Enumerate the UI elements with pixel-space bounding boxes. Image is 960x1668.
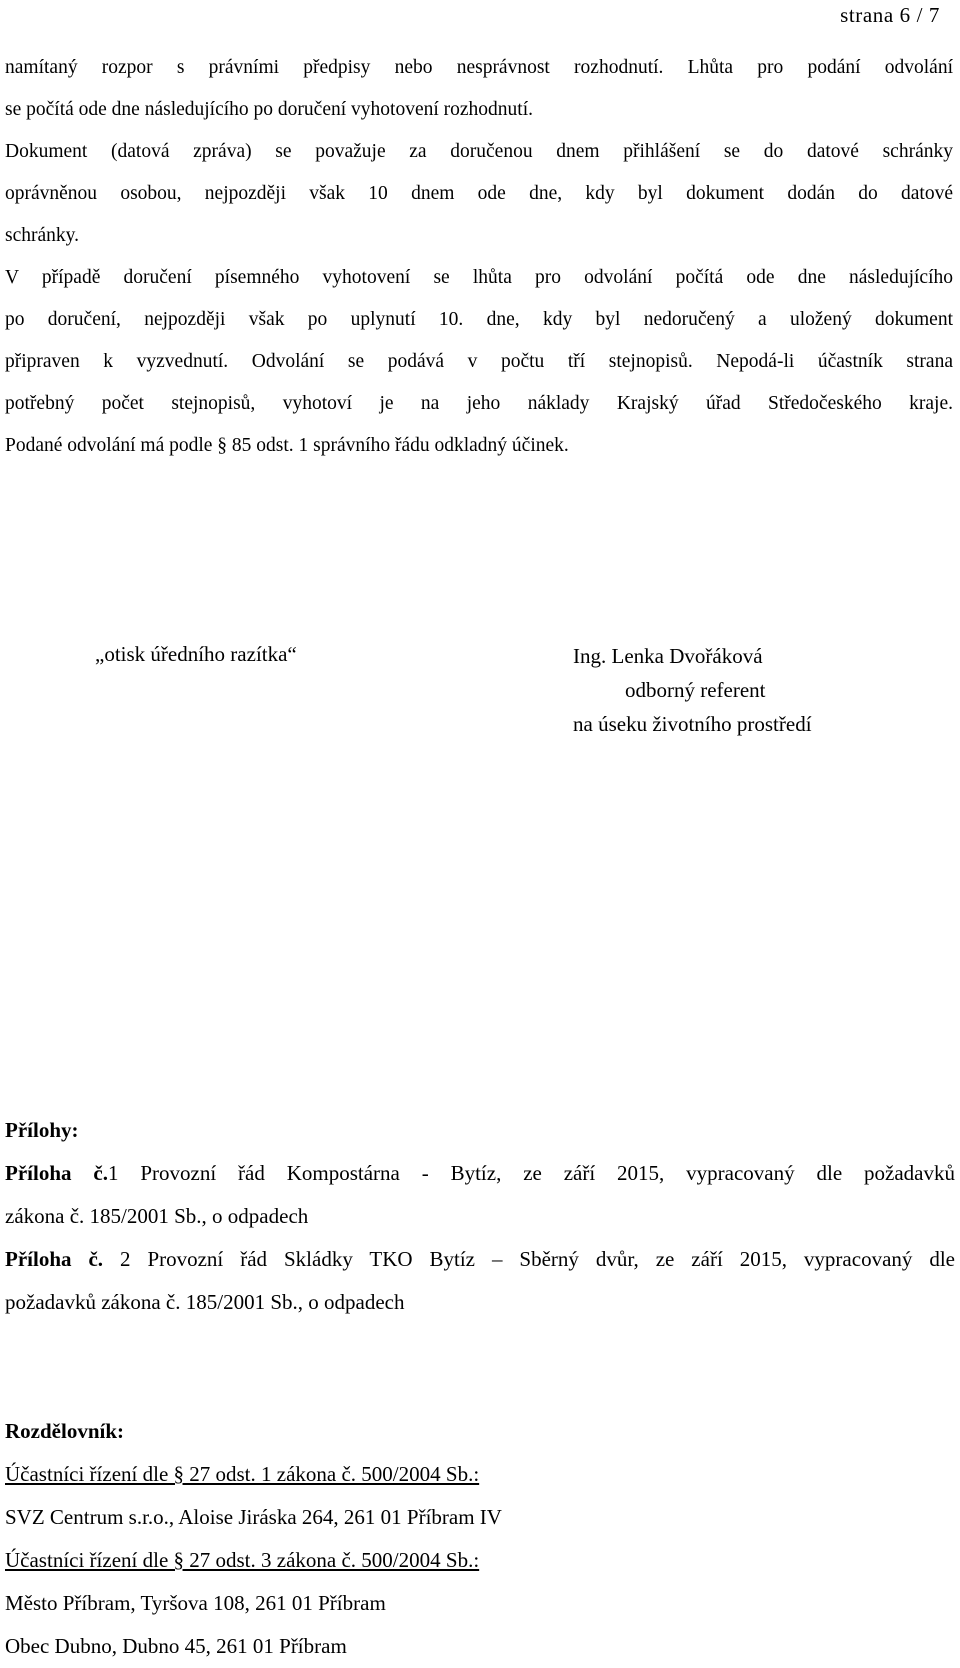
distribution-entry: Město Příbram, Tyršova 108, 261 01 Příbram: [5, 1591, 386, 1615]
page-number: strana 6 / 7: [840, 3, 940, 27]
distribution-heading: Rozdělovník:: [5, 1419, 125, 1443]
attachment-continuation: požadavků zákona č. 185/2001 Sb., o odpadech: [5, 1290, 405, 1314]
attachment-item: [5, 1238, 955, 1281]
appeal-instructions: [5, 47, 953, 467]
attachment-text: Provozní řád Skládky TKO Bytíz – Sběrný dvůr, ze září 2015, vypracovaný dle: [130, 1247, 955, 1271]
attachment-label: Příloha č.: [5, 1161, 108, 1185]
attachment-label: Příloha č.: [5, 1247, 104, 1271]
attachments-heading: Přílohy:: [5, 1118, 79, 1142]
signer-department: na úseku životního prostředí: [573, 712, 812, 736]
distribution-group-label: Účastníci řízení dle § 27 odst. 3 zákona č. 500/2004 Sb.:: [5, 1548, 480, 1572]
attachment-continuation: zákona č. 185/2001 Sb., o odpadech: [5, 1204, 309, 1228]
attachment-text: Provozní řád Kompostárna - Bytíz, ze září 2015, vypracovaný dle požadavků: [118, 1161, 955, 1185]
signer-info: [573, 639, 812, 741]
distribution-section: [5, 1410, 955, 1668]
stamp-placeholder: „otisk úředního razítka“: [95, 642, 297, 666]
body-line: po doručení, nejpozději však po uplynutí 10. dne, kdy byl nedoručený a uložený dokument: [5, 309, 953, 330]
distribution-group-label: Účastníci řízení dle § 27 odst. 1 zákona č. 500/2004 Sb.:: [5, 1462, 480, 1486]
body-line: V případě doručení písemného vyhotovení se lhůta pro odvolání počítá ode dne následujícího: [5, 267, 953, 288]
body-line: namítaný rozpor s právními předpisy nebo nesprávnost rozhodnutí. Lhůta pro podání odvolání: [5, 57, 953, 78]
signature-block: [0, 639, 960, 749]
body-line: Podané odvolání má podle § 85 odst. 1 správního řádu odkladný účinek.: [5, 435, 569, 456]
attachment-number: 2: [103, 1247, 131, 1271]
body-line: Dokument (datová zpráva) se považuje za doručenou dnem přihlášení se do datové schránky: [5, 141, 953, 162]
signer-name: Ing. Lenka Dvořáková: [573, 644, 763, 668]
attachment-item: [5, 1152, 955, 1195]
distribution-entry: SVZ Centrum s.r.o., Aloise Jiráska 264, 261 01 Příbram IV: [5, 1505, 502, 1529]
body-line: oprávněnou osobou, nejpozději však 10 dnem ode dne, kdy byl dokument dodán do datové: [5, 183, 953, 204]
body-line: schránky.: [5, 225, 80, 246]
attachments-section: [5, 1109, 955, 1324]
body-line: potřebný počet stejnopisů, vyhotoví je na jeho náklady Krajský úřad Středočeského kraje.: [5, 393, 953, 414]
body-line: se počítá ode dne následujícího po doručení vyhotovení rozhodnutí.: [5, 99, 533, 120]
signer-title: odborný referent: [625, 678, 766, 702]
distribution-entry: Obec Dubno, Dubno 45, 261 01 Příbram: [5, 1634, 347, 1658]
body-line: připraven k vyzvednutí. Odvolání se podává v počtu tří stejnopisů. Nepodá-li účastník strana: [5, 351, 953, 372]
attachment-number: 1: [107, 1161, 119, 1185]
